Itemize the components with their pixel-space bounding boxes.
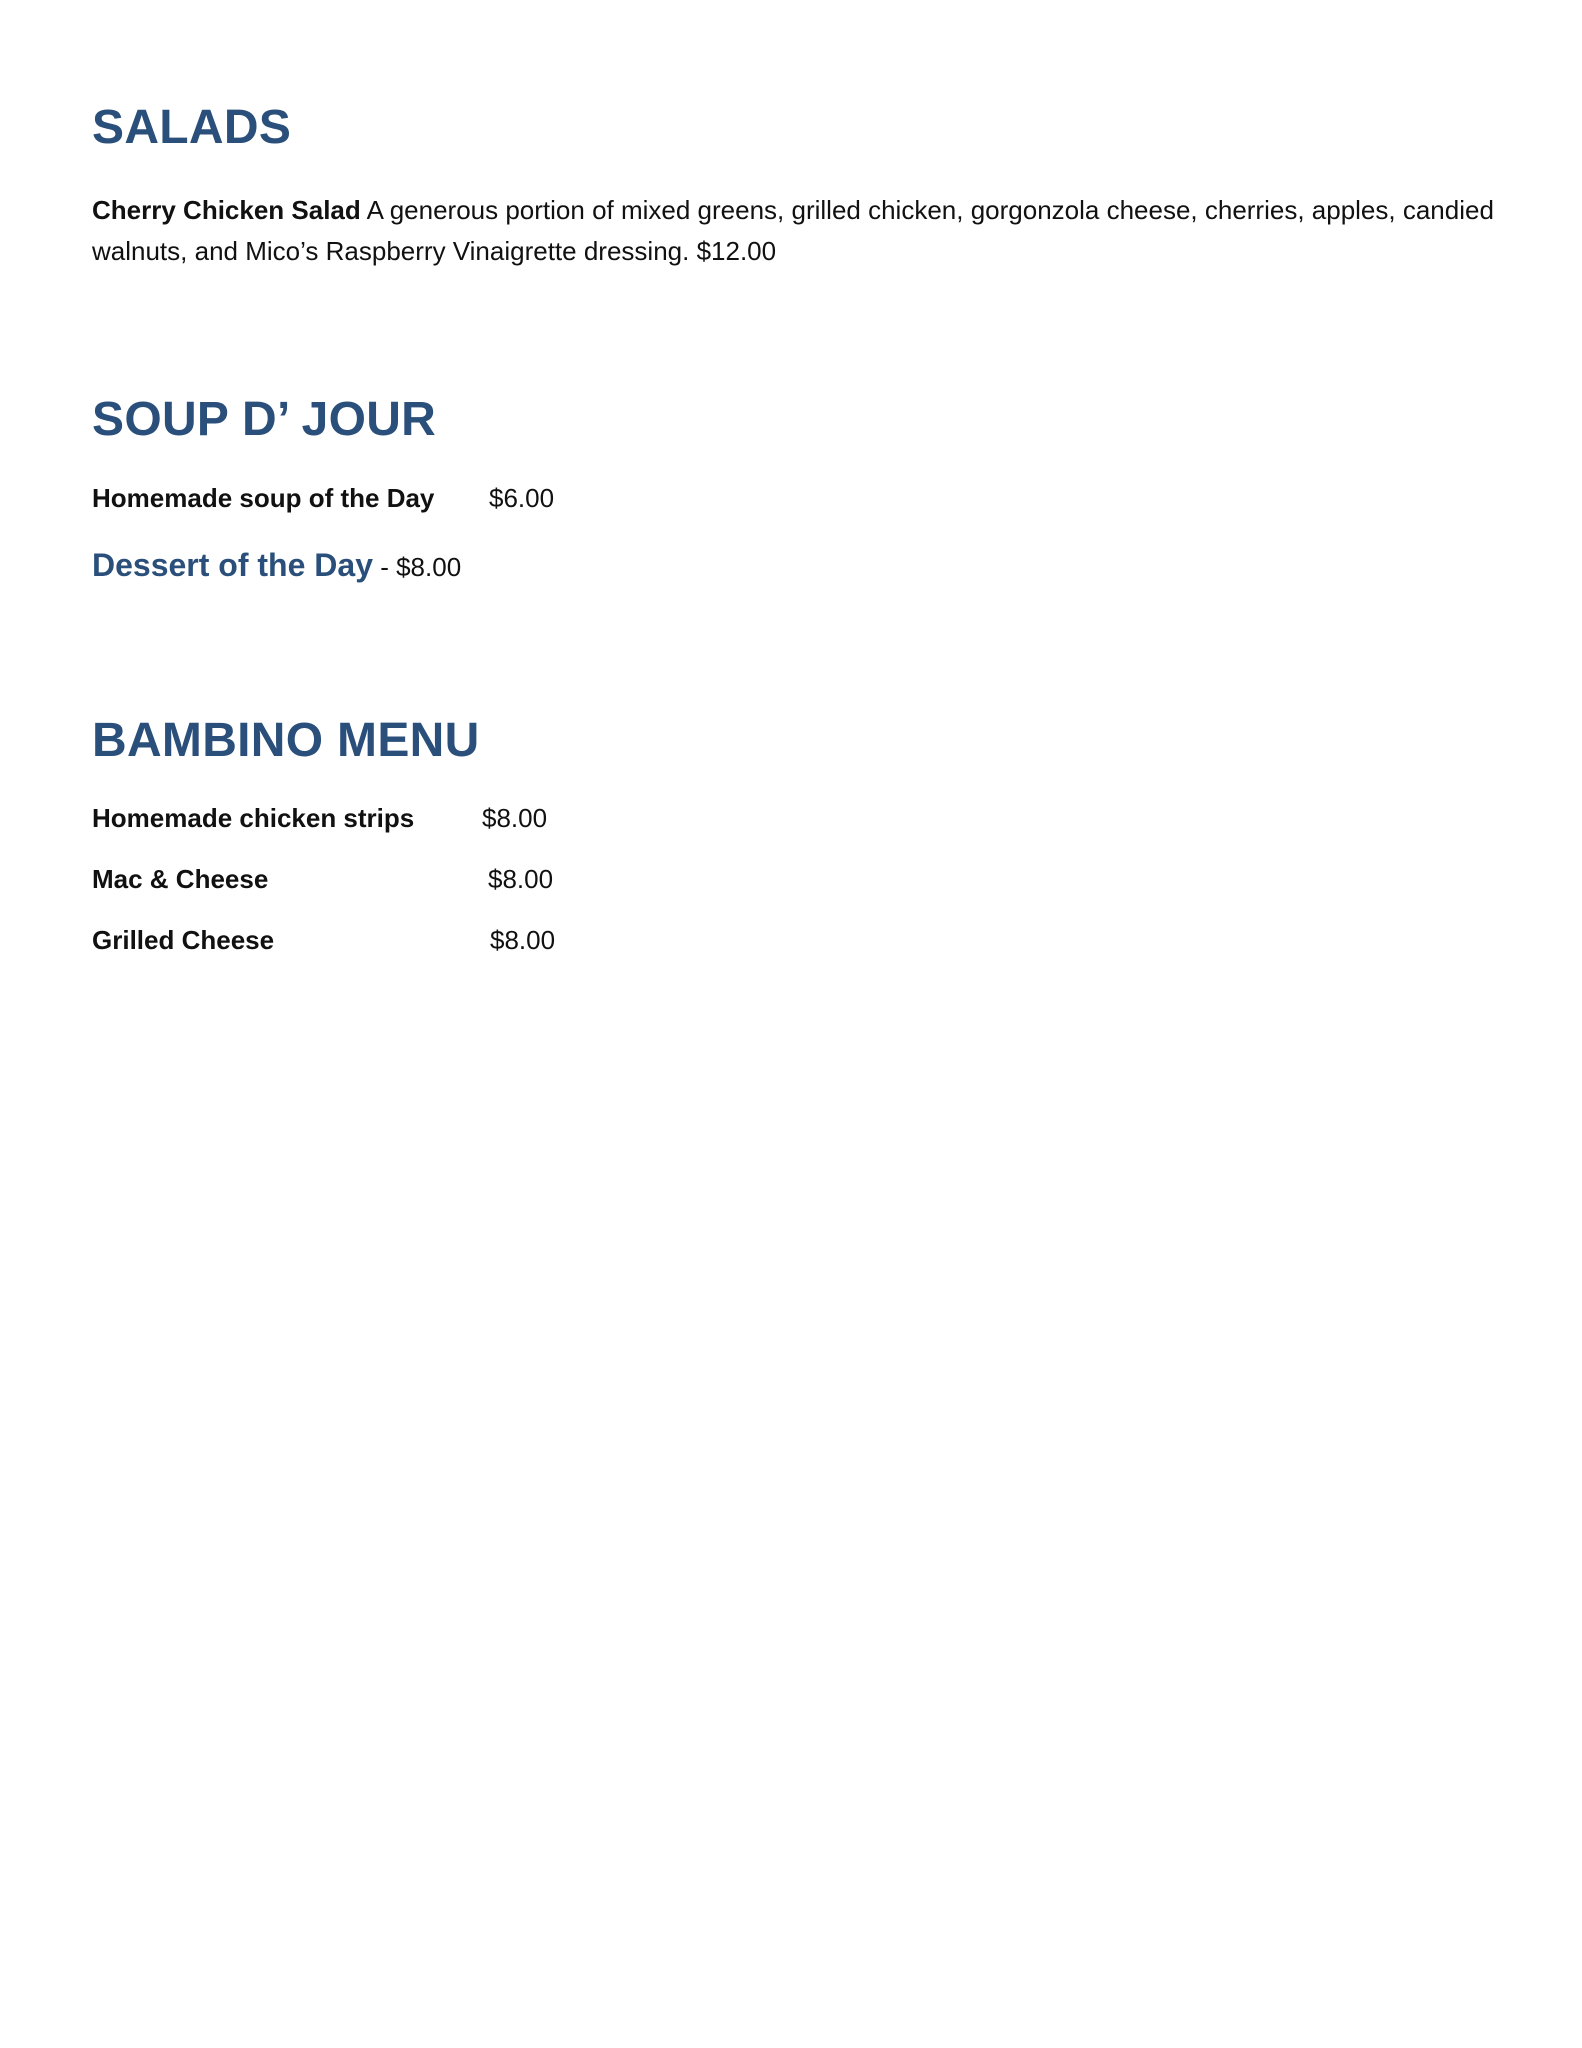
bambino-item-name: Grilled Cheese	[92, 925, 275, 955]
bambino-heading: BAMBINO MENU	[92, 714, 480, 767]
bambino-item-name: Homemade chicken strips	[92, 803, 415, 833]
bambino-item-price: $8.00	[488, 864, 554, 894]
bambino-item-price: $8.00	[490, 925, 556, 955]
dessert-item-name: Dessert of the Day	[92, 547, 373, 583]
bambino-item-name: Mac & Cheese	[92, 864, 269, 894]
salad-item-description: A generous portion of mixed greens, grilled chicken, gorgonzola cheese, cherries, apples, candied walnuts, and Mico’s Raspberry Vinaigrette dressing. $12.00	[92, 195, 1494, 266]
dessert-item	[92, 545, 461, 592]
salad-item	[92, 190, 1512, 272]
salad-item-name: Cherry Chicken Salad	[92, 195, 361, 225]
soup-item-price: $6.00	[489, 483, 555, 513]
bambino-item-price: $8.00	[482, 803, 548, 833]
soup-heading: SOUP D’ JOUR	[92, 393, 437, 446]
salads-heading: SALADS	[92, 101, 292, 154]
dessert-item-price: - $8.00	[372, 552, 462, 582]
soup-item-name: Homemade soup of the Day	[92, 483, 435, 513]
